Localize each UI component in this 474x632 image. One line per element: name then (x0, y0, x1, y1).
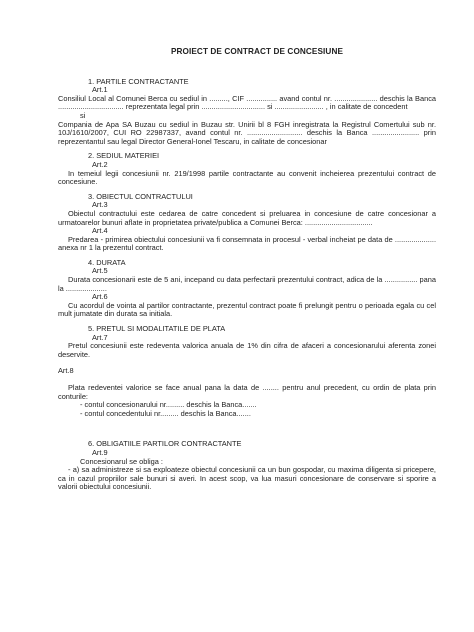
bullet-item: - contul concedentului nr......... deschis la Banca....... (80, 408, 251, 418)
article-label: Art.3 (92, 200, 108, 210)
article-label: Art.2 (92, 159, 108, 169)
paragraph: Obiectul contractului este cedarea de catre concedent si preluarea in concesiune de catre concesionar a urmatoarelor bunuri aflate in proprietatea private/publica a Comunei Berca: ................................. (58, 208, 436, 227)
article-label: Art.6 (92, 292, 108, 302)
section-heading: 1. PARTILE CONTRACTANTE (88, 76, 189, 86)
paragraph: Pretul concesiunii este redeventa valorica anuala de 1% din cifra de afaceri a concesionarului aferenta zonei deservite. (58, 341, 436, 359)
article-label: Art.1 (92, 85, 108, 95)
paragraph: Concesionarul se obliga : (80, 456, 163, 466)
section-heading: 3. OBIECTUL CONTRACTULUI (88, 191, 193, 201)
paragraph: Cu acordul de vointa al partilor contractante, prezentul contract poate fi prelungit pentru o perioada egala cu cel mult jumatate din durata sa initiala. (58, 300, 436, 319)
bullet-item: - contul concesionarului nr......... deschis la Banca....... (80, 400, 257, 410)
section-parties (58, 78, 436, 147)
conjunction: si (80, 110, 86, 120)
paragraph: Predarea - primirea obiectului concesiunii va fi consemnata in procesul - verbal incheiat pe data de .................... anexa nr 1 la prezentul contract. (58, 234, 436, 253)
paragraph: Durata concesionarii este de 5 ani, incepand cu data perfectarii prezentului contract, adica de la ................ pana la .................... (58, 275, 436, 293)
document-title: PROIECT DE CONTRACT DE CONCESIUNE (170, 47, 344, 56)
spacer (58, 359, 436, 367)
section-duration (58, 259, 436, 319)
section-price (58, 325, 436, 418)
section-heading: 2. SEDIUL MATERIEI (88, 151, 160, 161)
article-label: Art.5 (92, 266, 108, 276)
paragraph: - a) sa administreze si sa exploateze obiectul concesiunii ca un bun gospodar, cu maxima diligenta si pricepere, ca in cazul propriilor sale bunuri si averi. In acest scop, va lua masuri concesionare de conservare si sporire a valorii obiectului concesiunii. (58, 465, 436, 492)
paragraph: In temeiul legii concesiunii nr. 219/1998 partile contractante au convenit incheierea prezentului contract de concesiune. (58, 168, 436, 187)
paragraph: Compania de Apa SA Buzau cu sediul in Buzau str. Unirii bl 8 FGH inregistrata la Registrul Comertului sub nr. 10J/1610/2007, CUI RO 22987337, avand contul nr. ........................... deschis la Banca ....................... prin reprezentantul sau legal Director General-Ionel Tescaru, in calitate de concesionar (58, 119, 436, 146)
section-object (58, 193, 436, 253)
article-label: Art.4 (92, 226, 108, 236)
section-heading: 5. PRETUL SI MODALITATILE DE PLATA (88, 324, 226, 334)
section-heading: 6. OBLIGATIILE PARTILOR CONTRACTANTE (88, 439, 242, 449)
paragraph: Consiliul Local al Comunei Berca cu sediul in ........., CIF ............... avand contul nr. ..................... deschis la Banca ................................ reprezentata legal prin ............................... si ........................ , in calitate de concedent (58, 93, 436, 112)
article-label: Art.7 (92, 332, 108, 342)
paragraph: Plata redeventei valorice se face anual pana la data de ........ pentru anul precedent, cu ordin de plata prin conturile: (58, 383, 436, 401)
article-label: Art.9 (92, 447, 108, 457)
section-heading: 4. DURATA (88, 257, 126, 267)
article-label: Art.8 (58, 366, 74, 376)
spacer (58, 424, 436, 438)
section-legal-basis (58, 152, 436, 186)
section-obligations (58, 440, 436, 492)
